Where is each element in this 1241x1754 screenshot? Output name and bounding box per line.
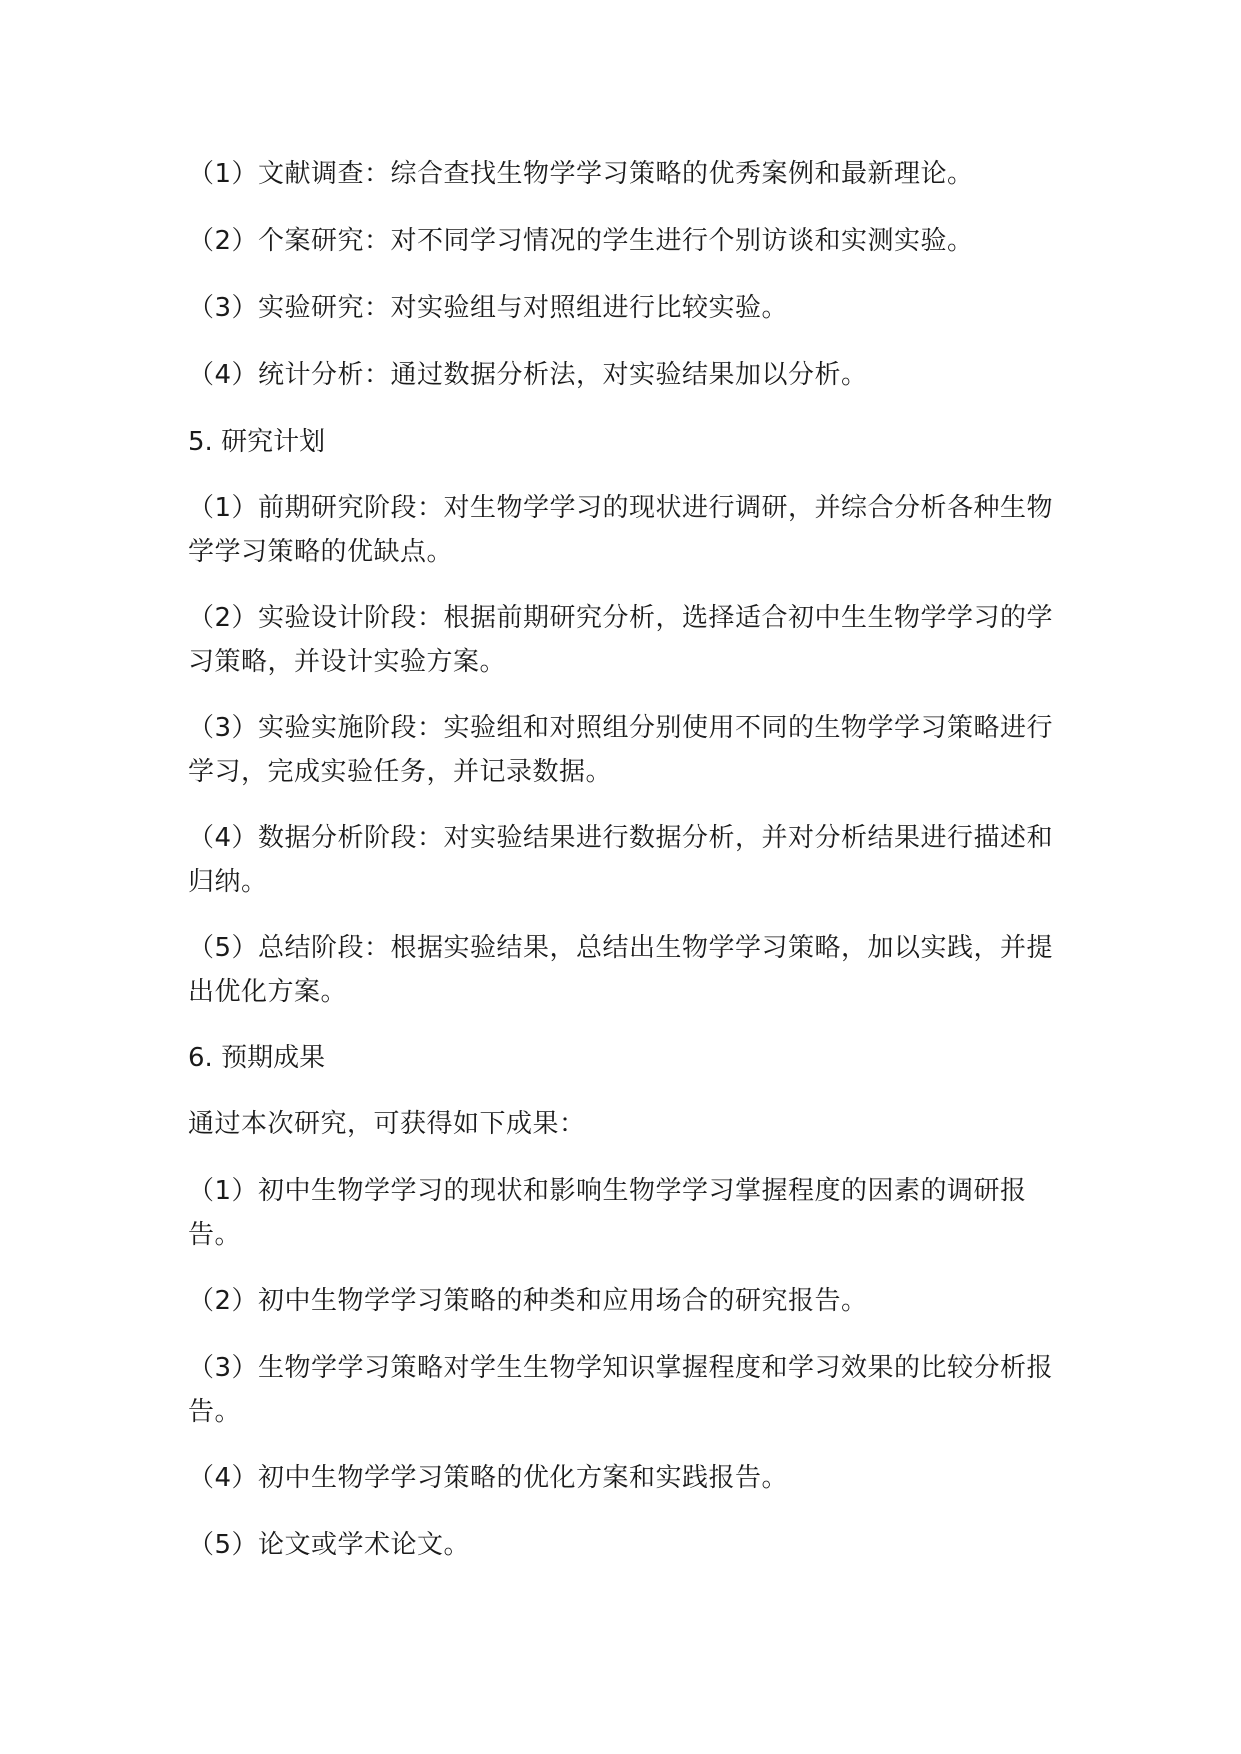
result-item: （2）初中生物学学习策略的种类和应用场合的研究报告。: [188, 1286, 868, 1316]
method-item: （3）实验研究：对实验组与对照组进行比较实验。: [188, 293, 789, 323]
plan-item: （4）数据分析阶段：对实验结果进行数据分析，并对分析结果进行描述和归纳。: [188, 823, 1054, 897]
plan-item: （3）实验实施阶段：实验组和对照组分别使用不同的生物学学习策略进行学习，完成实验任务，并记录数据。: [188, 713, 1054, 787]
result-item: （3）生物学学习策略对学生生物学知识掌握程度和学习效果的比较分析报告。: [188, 1353, 1054, 1427]
plan-item: （1）前期研究阶段：对生物学学习的现状进行调研，并综合分析各种生物学学习策略的优缺点。: [188, 493, 1054, 567]
result-item: （5）论文或学术论文。: [188, 1530, 471, 1560]
method-item: （2）个案研究：对不同学习情况的学生进行个别访谈和实测实验。: [188, 226, 974, 256]
result-item: （1）初中生物学学习的现状和影响生物学学习掌握程度的因素的调研报告。: [188, 1176, 1027, 1250]
method-item: （1）文献调查：综合查找生物学学习策略的优秀案例和最新理论。: [188, 159, 974, 189]
results-intro: 通过本次研究，可获得如下成果：: [188, 1109, 586, 1139]
section-heading-results: 6. 预期成果: [188, 1043, 326, 1073]
plan-item: （5）总结阶段：根据实验结果，总结出生物学学习策略，加以实践，并提出优化方案。: [188, 933, 1054, 1007]
document-body: [188, 152, 1058, 1590]
method-item: （4）统计分析：通过数据分析法，对实验结果加以分析。: [188, 360, 868, 390]
section-heading-plan: 5. 研究计划: [188, 427, 326, 457]
result-item: （4）初中生物学学习策略的优化方案和实践报告。: [188, 1463, 789, 1493]
plan-item: （2）实验设计阶段：根据前期研究分析，选择适合初中生生物学学习的学习策略，并设计实验方案。: [188, 603, 1054, 677]
